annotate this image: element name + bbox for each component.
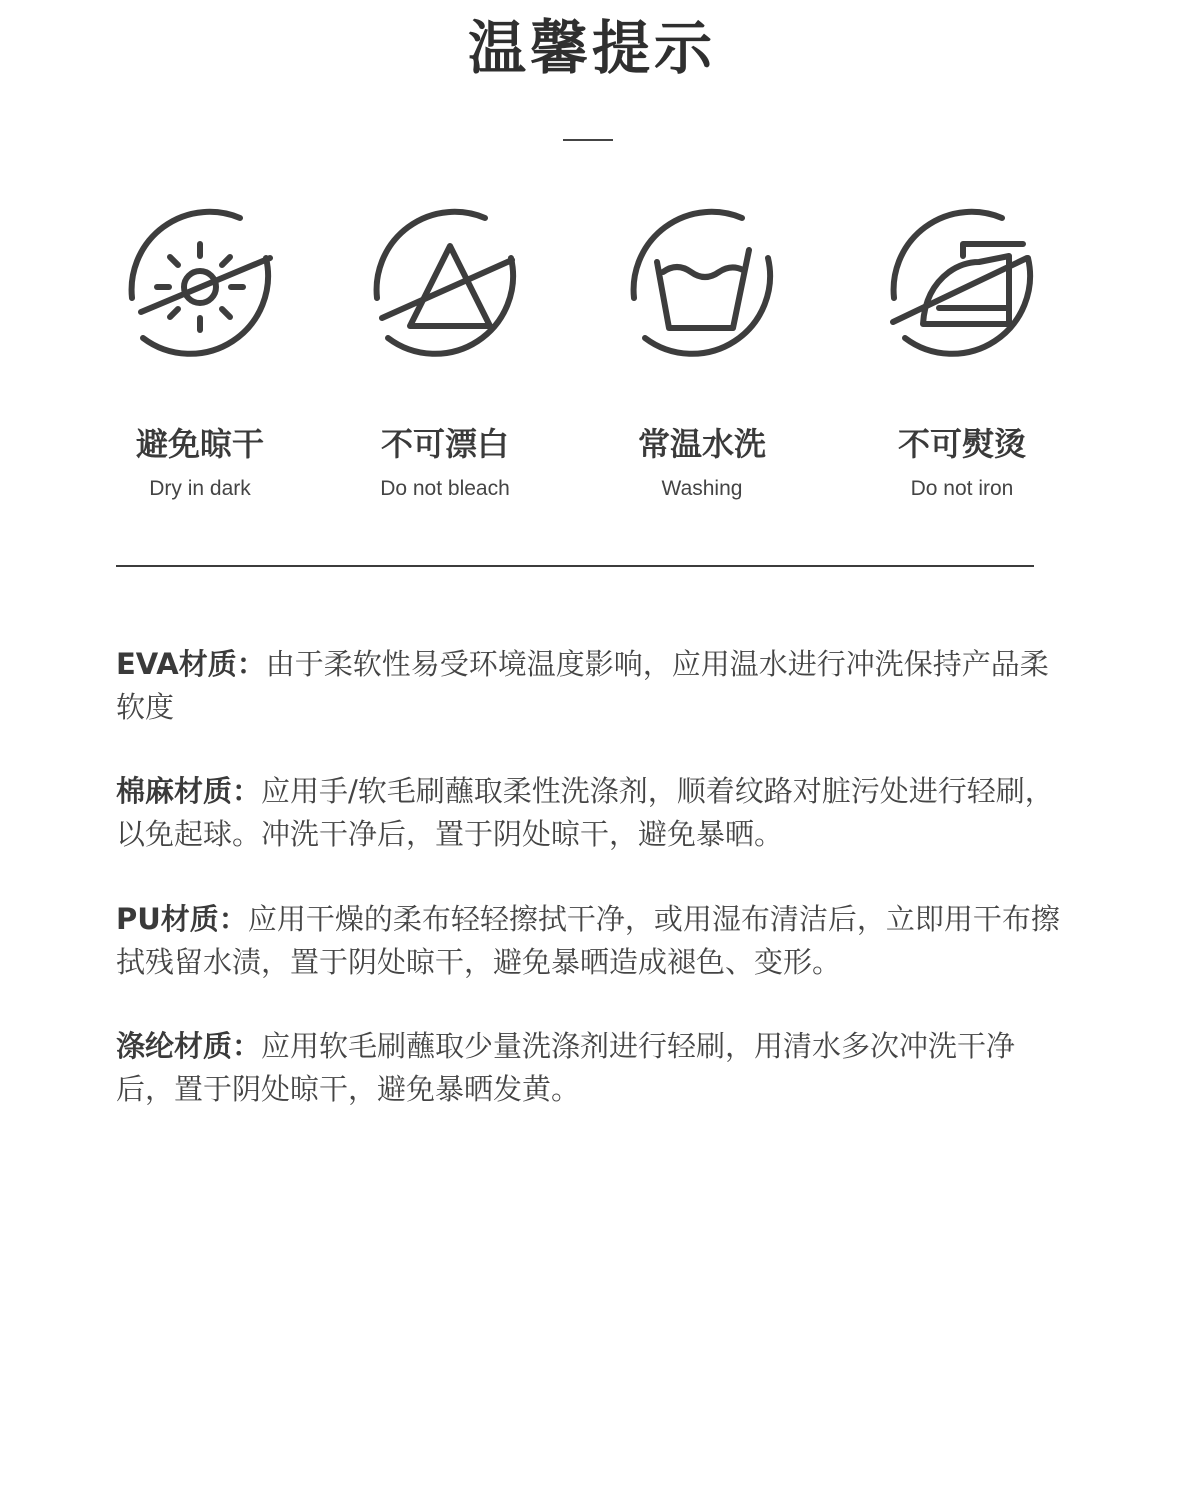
no-sun-icon <box>115 200 285 370</box>
care-item-do-not-bleach <box>315 200 575 520</box>
section-divider <box>116 565 1034 567</box>
care-label-zh: 不可熨烫 <box>897 425 1026 463</box>
care-item-washing <box>572 200 832 520</box>
note-text: 由于柔软性易受环境温度影响，应用温水进行冲洗保持产品柔软度 <box>116 647 1049 724</box>
care-label-en: Dry in dark <box>149 477 251 500</box>
no-bleach-icon <box>360 200 530 370</box>
note-pu <box>116 898 1066 984</box>
wash-basin-icon <box>617 200 787 370</box>
note-label: 涤纶材质： <box>116 1029 262 1063</box>
care-label-en: Do not bleach <box>380 477 510 500</box>
care-label-zh: 不可漂白 <box>380 425 509 463</box>
note-text: 应用软毛刷蘸取少量洗涤剂进行轻刷，用清水多次冲洗干净后，置于阴处晾干，避免暴晒发黄。 <box>116 1029 1016 1106</box>
care-label-zh: 常温水洗 <box>637 425 766 463</box>
page-title: 温馨提示 <box>467 14 716 82</box>
note-label: EVA材质： <box>116 647 266 681</box>
note-eva <box>116 643 1066 729</box>
care-item-do-not-iron <box>832 200 1092 520</box>
care-label-zh: 避免晾干 <box>135 425 264 463</box>
note-label: PU材质： <box>116 902 248 936</box>
care-label-en: Washing <box>661 477 743 500</box>
note-text: 应用手/软毛刷蘸取柔性洗涤剂，顺着纹路对脏污处进行轻刷，以免起球。冲洗干净后，置于阴处晾干，避免暴晒。 <box>116 774 1054 851</box>
note-cotton-linen <box>116 770 1066 856</box>
title-underline <box>563 139 613 141</box>
no-iron-icon <box>877 200 1047 370</box>
note-polyester <box>116 1025 1066 1111</box>
note-label: 棉麻材质： <box>116 774 262 808</box>
note-text: 应用干燥的柔布轻轻擦拭干净，或用湿布清洁后，立即用干布擦拭残留水渍，置于阴处晾干，避免暴晒造成褪色、变形。 <box>116 902 1060 979</box>
care-item-dry-in-dark <box>70 200 330 520</box>
care-label-en: Do not iron <box>910 477 1014 500</box>
